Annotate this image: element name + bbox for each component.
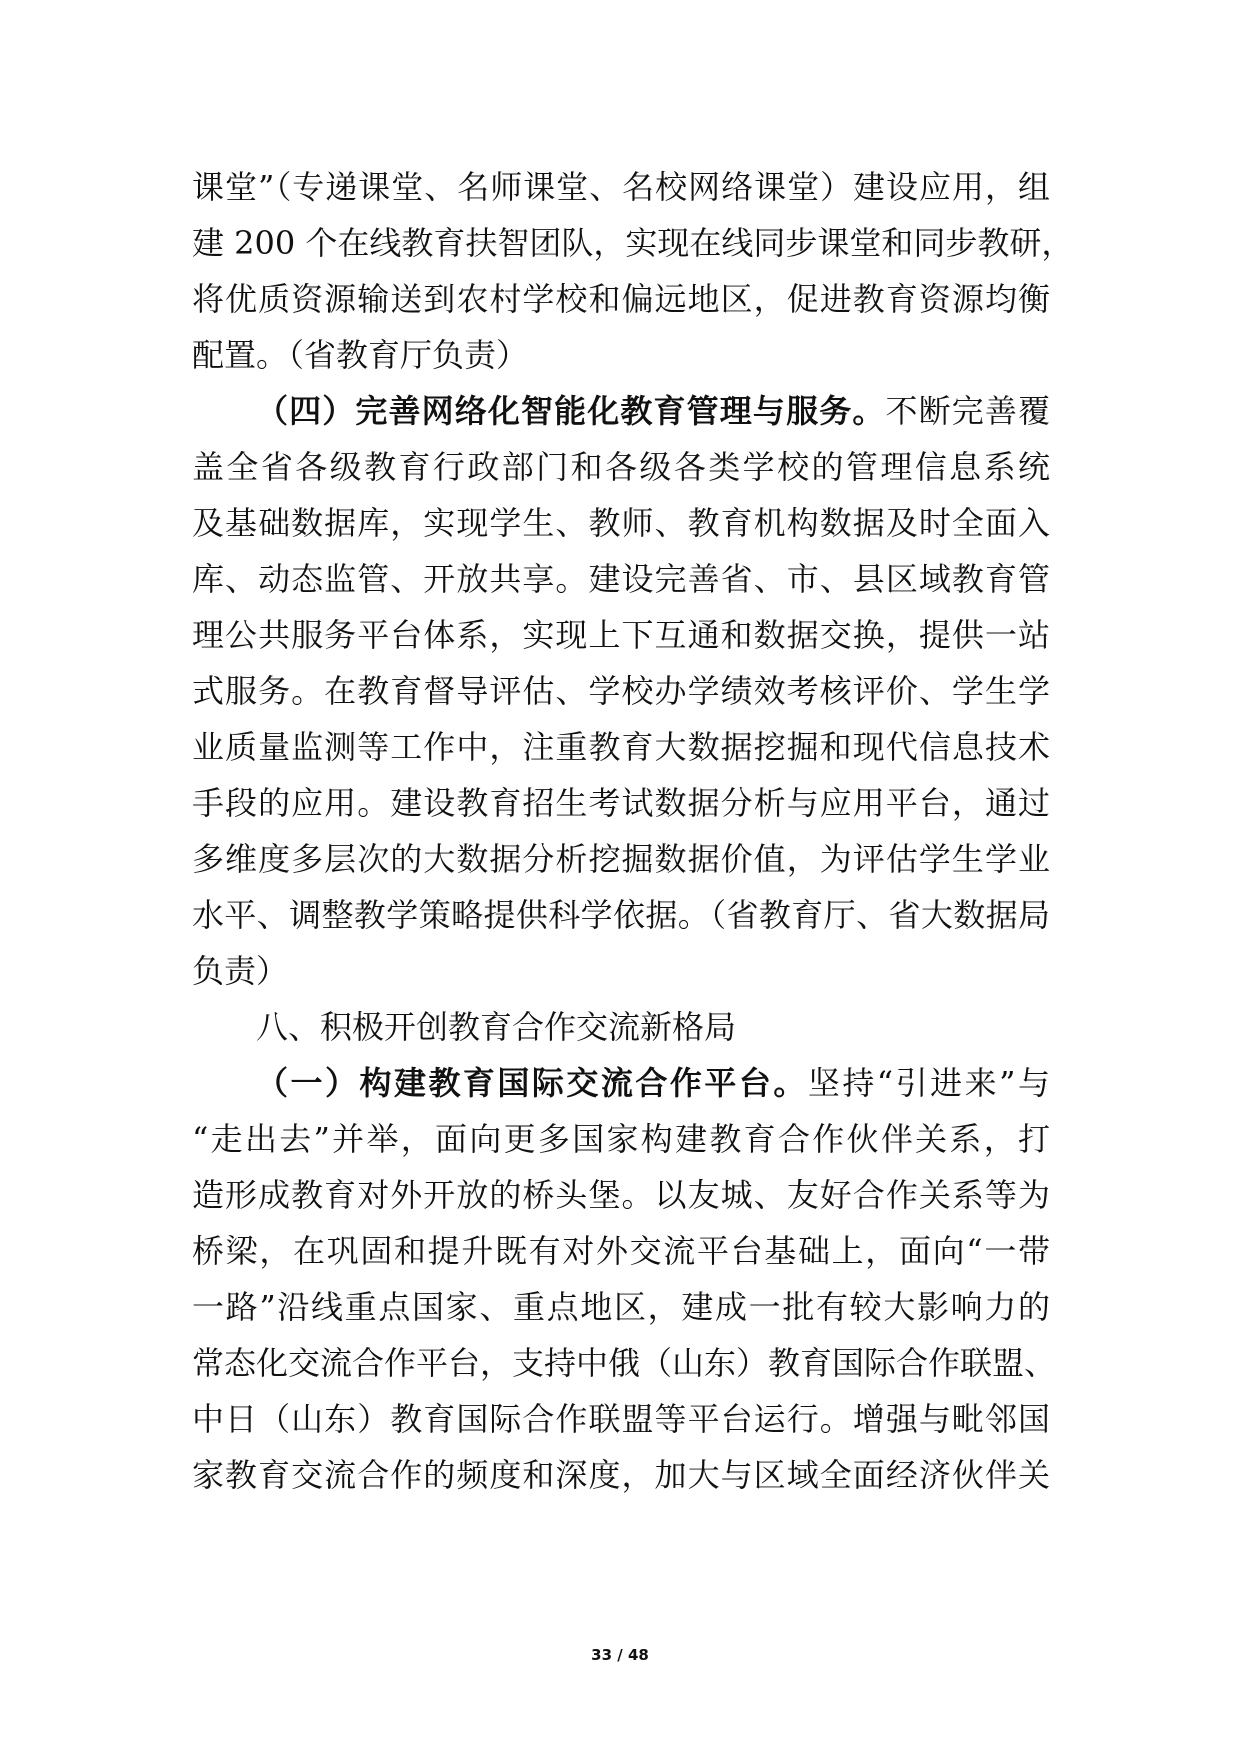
paragraph-line: 手段的应用。建设教育招生考试数据分析与应用平台，通过 [192,784,1050,822]
paragraph-line: 将优质资源输送到农村学校和偏远地区，促进教育资源均衡 [192,280,1050,318]
paragraph-lead-bold: （一）构建教育国际交流合作平台。 [256,1064,808,1102]
paragraph-line: 多维度多层次的大数据分析挖掘数据价值，为评估学生学业 [192,840,1050,878]
paragraph-line: 配置。（省教育厅负责） [192,336,529,374]
paragraph-line: 桥梁，在巩固和提升既有对外交流平台基础上，面向“一带 [192,1232,1050,1270]
paragraph-line: 盖全省各级教育行政部门和各级各类学校的管理信息系统 [192,448,1050,486]
paragraph-line: 中日（山东）教育国际合作联盟等平台运行。增强与毗邻国 [192,1400,1050,1438]
paragraph-line: 业质量监测等工作中，注重教育大数据挖掘和现代信息技术 [192,728,1050,766]
paragraph-line: 课堂”（专递课堂、名师课堂、名校网络课堂）建设应用，组 [192,168,1050,206]
paragraph-line: 式服务。在教育督导评估、学校办学绩效考核评价、学生学 [192,672,1050,710]
paragraph-lead-line [256,1056,1050,1110]
paragraph-lead-bold: （四）完善网络化智能化教育管理与服务。 [256,392,886,430]
page-number: 33 / 48 [591,1646,649,1664]
paragraph-line: 家教育交流合作的频度和深度，加大与区域全面经济伙伴关 [192,1456,1050,1494]
paragraph-line: 及基础数据库，实现学生、教师、教育机构数据及时全面入 [192,504,1050,542]
paragraph-lead-rest: 不断完善覆 [885,392,1050,430]
section-heading: 八、积极开创教育合作交流新格局 [256,1008,737,1046]
paragraph-line: 理公共服务平台体系，实现上下互通和数据交换，提供一站 [192,616,1050,654]
paragraph-line: 常态化交流合作平台，支持中俄（山东）教育国际合作联盟、 [192,1344,1057,1382]
paragraph-line: 水平、调整教学策略提供科学依据。（省教育厅、省大数据局 [192,896,1050,934]
paragraph-line: 建 200 个在线教育扶智团队，实现在线同步课堂和同步教研， [192,224,1074,262]
paragraph-lead-line [256,384,1050,438]
paragraph-line: 一路”沿线重点国家、重点地区，建成一批有较大影响力的 [192,1288,1050,1326]
paragraph-line: 库、动态监管、开放共享。建设完善省、市、县区域教育管 [192,560,1050,598]
paragraph-line: 造形成教育对外开放的桥头堡。以友城、友好合作关系等为 [192,1176,1050,1214]
paragraph-line: 负责） [192,952,289,990]
paragraph-lead-rest: 坚持“引进来”与 [807,1064,1050,1102]
paragraph-line: “走出去”并举，面向更多国家构建教育合作伙伴关系，打 [192,1120,1050,1158]
